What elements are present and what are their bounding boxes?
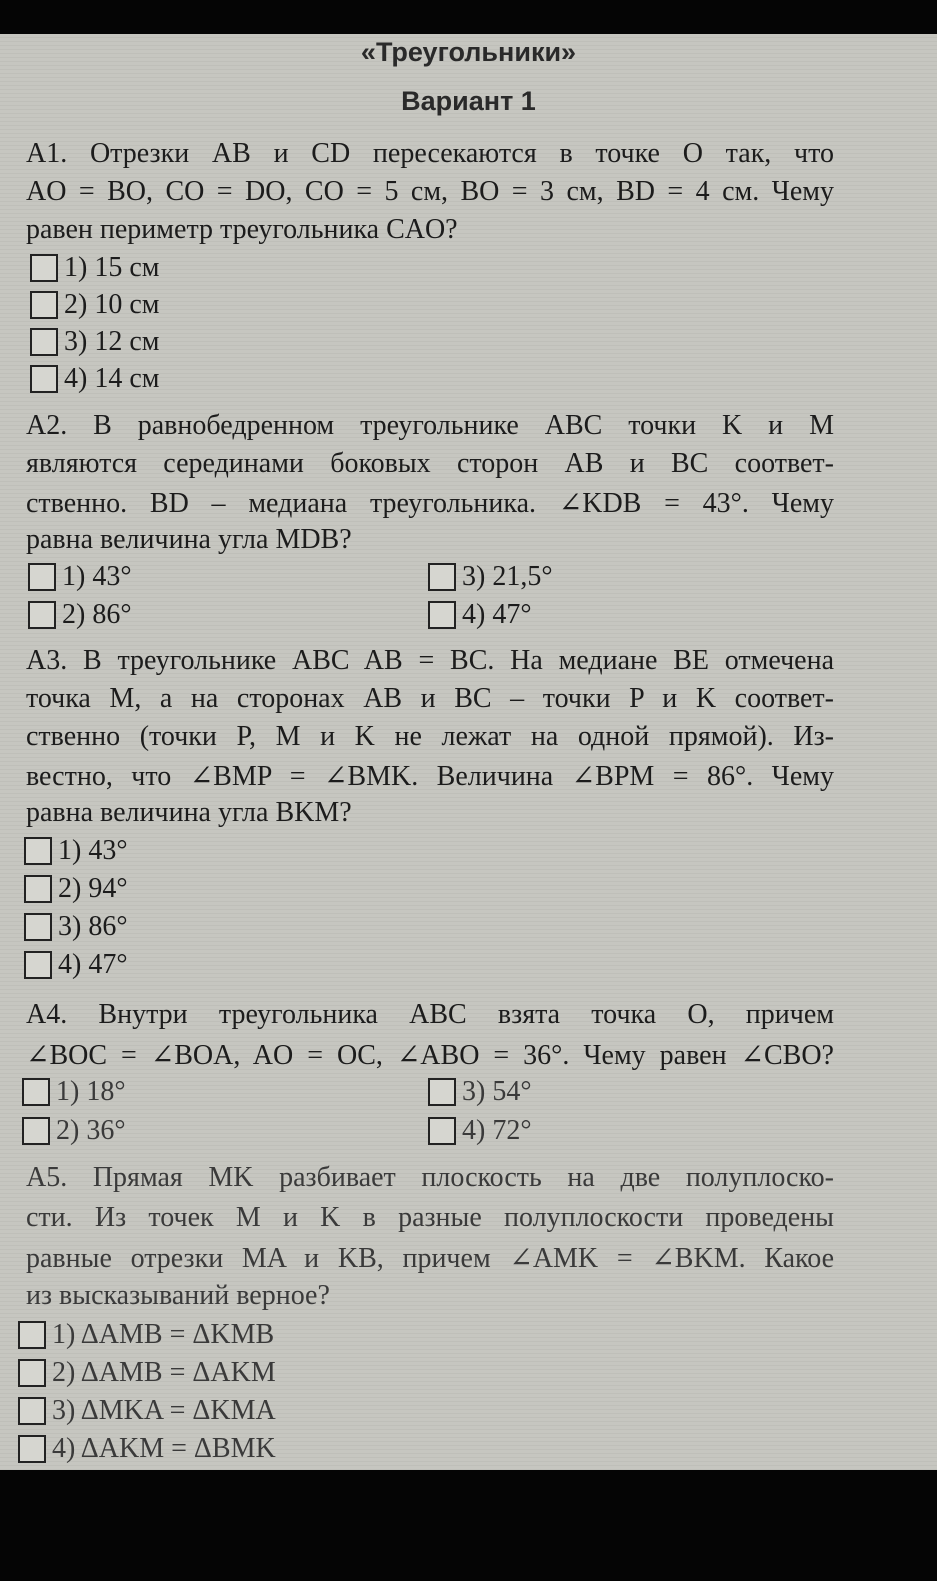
checkbox[interactable]	[428, 1078, 456, 1106]
a5-option-4[interactable]	[18, 1433, 276, 1465]
question-a2-line-2: являются серединами боковых сторон AB и BC соответ-	[26, 448, 834, 479]
a5-option-1[interactable]	[18, 1319, 274, 1351]
a3-option-1[interactable]	[24, 835, 128, 867]
a3-option-4-label: 4) 47°	[58, 949, 128, 980]
question-a4-line-1: A4. Внутри треугольника ABC взята точка O, причем	[26, 999, 834, 1030]
checkbox[interactable]	[22, 1117, 50, 1145]
question-a3-line-4: вестно, что ∠BMP = ∠BMK. Величина ∠BPM = 86°. Чему	[26, 761, 834, 792]
a4-option-4-label: 4) 72°	[462, 1115, 532, 1146]
question-a5-line-4: из высказываний верное?	[26, 1280, 330, 1311]
a2-option-2[interactable]	[28, 599, 132, 631]
question-a3-line-1: A3. В треугольнике ABC AB = BC. На медиане BE отмечена	[26, 645, 834, 676]
a5-option-3-label: 3) ΔMKA = ΔKMA	[52, 1395, 276, 1426]
question-a3-line-3: ственно (точки P, M и K не лежат на одной прямой). Из-	[26, 721, 834, 752]
question-a2-line-4: равна величина угла MDB?	[26, 524, 352, 555]
a2-option-4-label: 4) 47°	[462, 599, 532, 630]
checkbox[interactable]	[28, 563, 56, 591]
a3-option-2-label: 2) 94°	[58, 873, 128, 904]
a4-option-2-label: 2) 36°	[56, 1115, 126, 1146]
a4-option-2[interactable]	[22, 1115, 126, 1147]
a2-option-1[interactable]	[28, 561, 132, 593]
a5-option-4-label: 4) ΔAKM = ΔBMK	[52, 1433, 276, 1464]
worksheet-page	[0, 34, 937, 1470]
a1-option-4-label: 4) 14 см	[64, 363, 160, 394]
question-a5-line-3: равные отрезки MA и KB, причем ∠AMK = ∠BKM. Какое	[26, 1243, 834, 1274]
question-a2-line-1: A2. В равнобедренном треугольнике ABC точки K и M	[26, 410, 834, 441]
question-a2-line-3: ственно. BD – медиана треугольника. ∠KDB = 43°. Чему	[26, 488, 834, 519]
question-a3-line-2: точка M, а на сторонах AB и BC – точки P и K соответ-	[26, 683, 834, 714]
worksheet-title: «Треугольники»	[360, 37, 577, 67]
question-a3-line-5: равна величина угла BKM?	[26, 797, 352, 828]
checkbox[interactable]	[24, 951, 52, 979]
checkbox[interactable]	[24, 875, 52, 903]
checkbox[interactable]	[18, 1359, 46, 1387]
a1-option-1-label: 1) 15 см	[64, 252, 160, 283]
a3-option-3-label: 3) 86°	[58, 911, 128, 942]
a3-option-4[interactable]	[24, 949, 128, 981]
variant-label: Вариант 1	[401, 86, 536, 116]
a5-option-1-label: 1) ΔAMB = ΔKMB	[52, 1319, 275, 1350]
checkbox[interactable]	[28, 601, 56, 629]
checkbox[interactable]	[24, 837, 52, 865]
a2-option-3-label: 3) 21,5°	[462, 561, 553, 592]
checkbox[interactable]	[18, 1321, 46, 1349]
checkbox[interactable]	[30, 254, 58, 282]
checkbox[interactable]	[18, 1435, 46, 1463]
a5-option-2-label: 2) ΔAMB = ΔAKM	[52, 1357, 276, 1388]
question-a1-line-2: AO = BO, CO = DO, CO = 5 см, BO = 3 см, BD = 4 см. Чему	[26, 176, 834, 207]
a5-option-2[interactable]	[18, 1357, 276, 1389]
checkbox[interactable]	[428, 563, 456, 591]
checkbox[interactable]	[24, 913, 52, 941]
a3-option-3[interactable]	[24, 911, 128, 943]
a3-option-2[interactable]	[24, 873, 128, 905]
checkbox[interactable]	[428, 1117, 456, 1145]
a3-option-1-label: 1) 43°	[58, 835, 128, 866]
a1-option-3[interactable]	[30, 326, 159, 358]
a1-option-4[interactable]	[30, 363, 159, 395]
a4-option-1[interactable]	[22, 1076, 126, 1108]
a2-option-3[interactable]	[428, 561, 553, 593]
a1-option-2-label: 2) 10 см	[64, 289, 160, 320]
question-a4-line-2: ∠BOC = ∠BOA, AO = OC, ∠ABO = 36°. Чему равен ∠CBO?	[26, 1040, 834, 1071]
a2-option-2-label: 2) 86°	[62, 599, 132, 630]
a4-option-4[interactable]	[428, 1115, 532, 1147]
a2-option-4[interactable]	[428, 599, 532, 631]
a4-option-3[interactable]	[428, 1076, 532, 1108]
a1-option-1[interactable]	[30, 252, 159, 284]
checkbox[interactable]	[18, 1397, 46, 1425]
a1-option-3-label: 3) 12 см	[64, 326, 160, 357]
checkbox[interactable]	[30, 328, 58, 356]
question-a1-line-1: A1. Отрезки AB и CD пересекаются в точке O так, что	[26, 138, 834, 169]
checkbox[interactable]	[30, 291, 58, 319]
checkbox[interactable]	[22, 1078, 50, 1106]
question-a1-line-3: равен периметр треугольника CAO?	[26, 214, 458, 245]
a5-option-3[interactable]	[18, 1395, 276, 1427]
question-a5-line-2: сти. Из точек M и K в разные полуплоскости проведены	[26, 1202, 834, 1233]
a2-option-1-label: 1) 43°	[62, 561, 132, 592]
a4-option-3-label: 3) 54°	[462, 1076, 532, 1107]
checkbox[interactable]	[30, 365, 58, 393]
question-a5-line-1: A5. Прямая MK разбивает плоскость на две полуплоско-	[26, 1162, 834, 1193]
checkbox[interactable]	[428, 601, 456, 629]
a1-option-2[interactable]	[30, 289, 159, 321]
a4-option-1-label: 1) 18°	[56, 1076, 126, 1107]
